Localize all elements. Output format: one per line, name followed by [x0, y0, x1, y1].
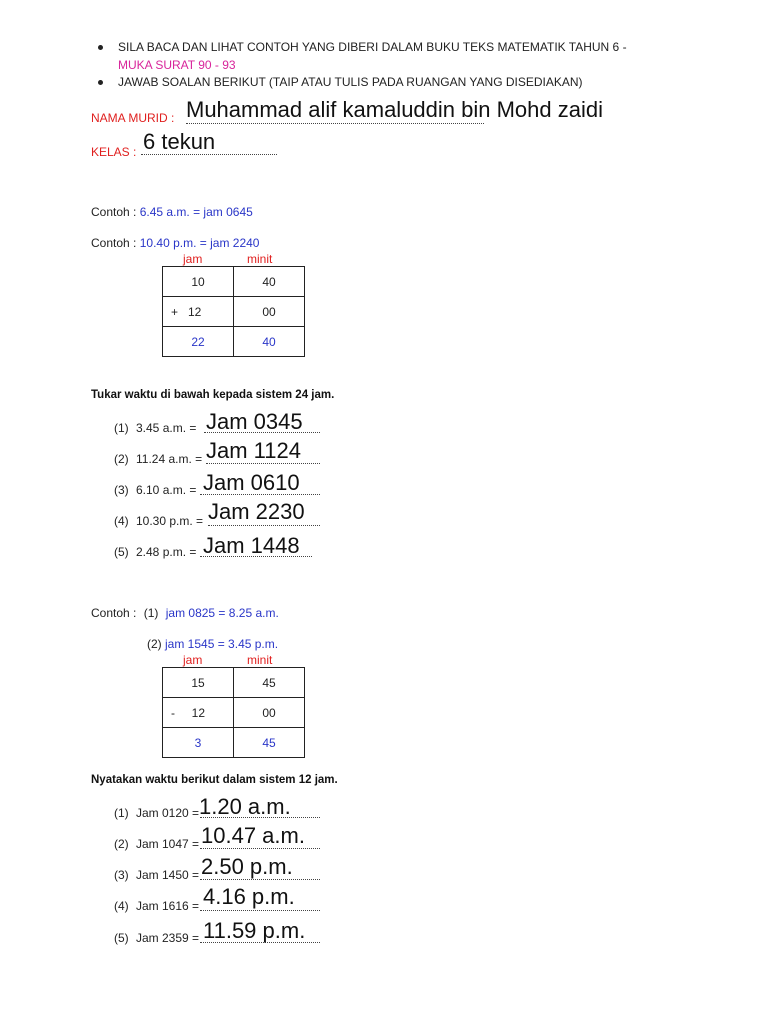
- section-1-heading: Tukar waktu di bawah kepada sistem 24 jam.: [91, 389, 335, 401]
- addition-table: [162, 266, 305, 357]
- example-prefix: Contoh :: [91, 236, 137, 250]
- table-row: [163, 327, 305, 357]
- table-row: [163, 267, 305, 297]
- answer-dotted-line: [200, 910, 320, 911]
- question-number: (1): [114, 806, 129, 820]
- answer-field[interactable]: 2.50 p.m.: [201, 854, 293, 879]
- subtraction-table: [162, 667, 305, 758]
- question-text: 3.45 a.m. =: [136, 421, 197, 435]
- example-text-rest: .40 p.m. = jam 2240: [153, 236, 260, 250]
- name-label: NAMA MURID :: [91, 111, 175, 125]
- example-2-line-2: [147, 637, 278, 651]
- table-cell-minit-result: 45: [234, 728, 305, 758]
- section-2-heading: Nyatakan waktu berikut dalam sistem 12 jam.: [91, 774, 338, 786]
- answer-dotted-line: [208, 525, 320, 526]
- answer-field[interactable]: 4.16 p.m.: [203, 884, 295, 909]
- answer-field[interactable]: Jam 0345: [206, 409, 303, 434]
- column-header-minit: minit: [247, 653, 273, 667]
- question-number: (5): [114, 545, 129, 559]
- answer-field[interactable]: Jam 2230: [208, 499, 305, 524]
- question-number: (4): [114, 514, 129, 528]
- column-header-jam: jam: [183, 252, 203, 266]
- bullet-icon: [98, 45, 103, 50]
- example-text-hours: 10: [139, 236, 154, 250]
- question-text: Jam 1616 =: [136, 899, 200, 913]
- question-number: (2): [114, 837, 129, 851]
- question-text: Jam 2359 =: [136, 931, 200, 945]
- question-text: Jam 1047 =: [136, 837, 200, 851]
- answer-field[interactable]: 11.59 p.m.: [203, 918, 306, 943]
- answer-field[interactable]: Jam 1124: [206, 438, 301, 463]
- example-number: (2): [147, 637, 162, 651]
- name-field[interactable]: Muhammad alif kamaluddin bin Mohd zaidi: [186, 97, 603, 122]
- table-row: [163, 728, 305, 758]
- bullet-icon: [98, 80, 103, 85]
- table-cell-jam-result: 3: [163, 728, 234, 758]
- question-text: Jam 1450 =: [136, 868, 200, 882]
- instruction-2: JAWAB SOALAN BERIKUT (TAIP ATAU TULIS PADA RUANGAN YANG DISEDIAKAN): [118, 75, 583, 89]
- example-prefix: Contoh :: [91, 205, 137, 219]
- answer-field[interactable]: 10.47 a.m.: [201, 823, 305, 848]
- answer-field[interactable]: Jam 1448: [203, 533, 300, 558]
- instruction-1: SILA BACA DAN LIHAT CONTOH YANG DIBERI DALAM BUKU TEKS MATEMATIK TAHUN 6 -: [118, 40, 627, 54]
- table-cell-minit: 00: [234, 297, 305, 327]
- answer-field[interactable]: 1.20 a.m.: [199, 794, 291, 819]
- table-row: [163, 698, 305, 728]
- question-text: 2.48 p.m. =: [136, 545, 197, 559]
- example-prefix: Contoh :: [91, 606, 137, 620]
- question-text: 6.10 a.m. =: [136, 483, 197, 497]
- table-row: [163, 297, 305, 327]
- question-number: (4): [114, 899, 129, 913]
- question-number: (5): [114, 931, 129, 945]
- example-text: 6.45 a.m. = jam 0645: [139, 205, 253, 219]
- table-cell-jam-result: 22: [163, 327, 234, 357]
- answer-field[interactable]: Jam 0610: [203, 470, 300, 495]
- example-line-2: [91, 236, 259, 250]
- table-cell-jam: - 12: [163, 698, 234, 728]
- example-2-line-1: [91, 606, 279, 620]
- question-number: (2): [114, 452, 129, 466]
- column-header-jam: jam: [183, 653, 203, 667]
- table-cell-jam: 15: [163, 668, 234, 698]
- table-cell-jam: 10: [163, 267, 234, 297]
- class-label: KELAS :: [91, 145, 137, 159]
- class-field[interactable]: 6 tekun: [143, 129, 216, 154]
- table-cell-minit: 40: [234, 267, 305, 297]
- table-cell-jam: + 12: [163, 297, 234, 327]
- question-number: (3): [114, 868, 129, 882]
- example-line-1: [91, 205, 253, 219]
- example-text: jam 1545 = 3.45 p.m.: [165, 637, 279, 651]
- table-cell-minit: 00: [234, 698, 305, 728]
- example-number: (1): [143, 606, 159, 620]
- question-text: Jam 0120 =: [136, 806, 200, 820]
- table-row: [163, 668, 305, 698]
- question-number: (1): [114, 421, 129, 435]
- instruction-1-pages: MUKA SURAT 90 - 93: [118, 58, 236, 72]
- table-cell-minit-result: 40: [234, 327, 305, 357]
- example-text: jam 0825 = 8.25 a.m.: [165, 606, 279, 620]
- question-number: (3): [114, 483, 129, 497]
- question-text: 11.24 a.m. =: [136, 452, 203, 466]
- question-text: 10.30 p.m. =: [136, 514, 204, 528]
- column-header-minit: minit: [247, 252, 273, 266]
- table-cell-minit: 45: [234, 668, 305, 698]
- name-dotted-line: [186, 123, 484, 124]
